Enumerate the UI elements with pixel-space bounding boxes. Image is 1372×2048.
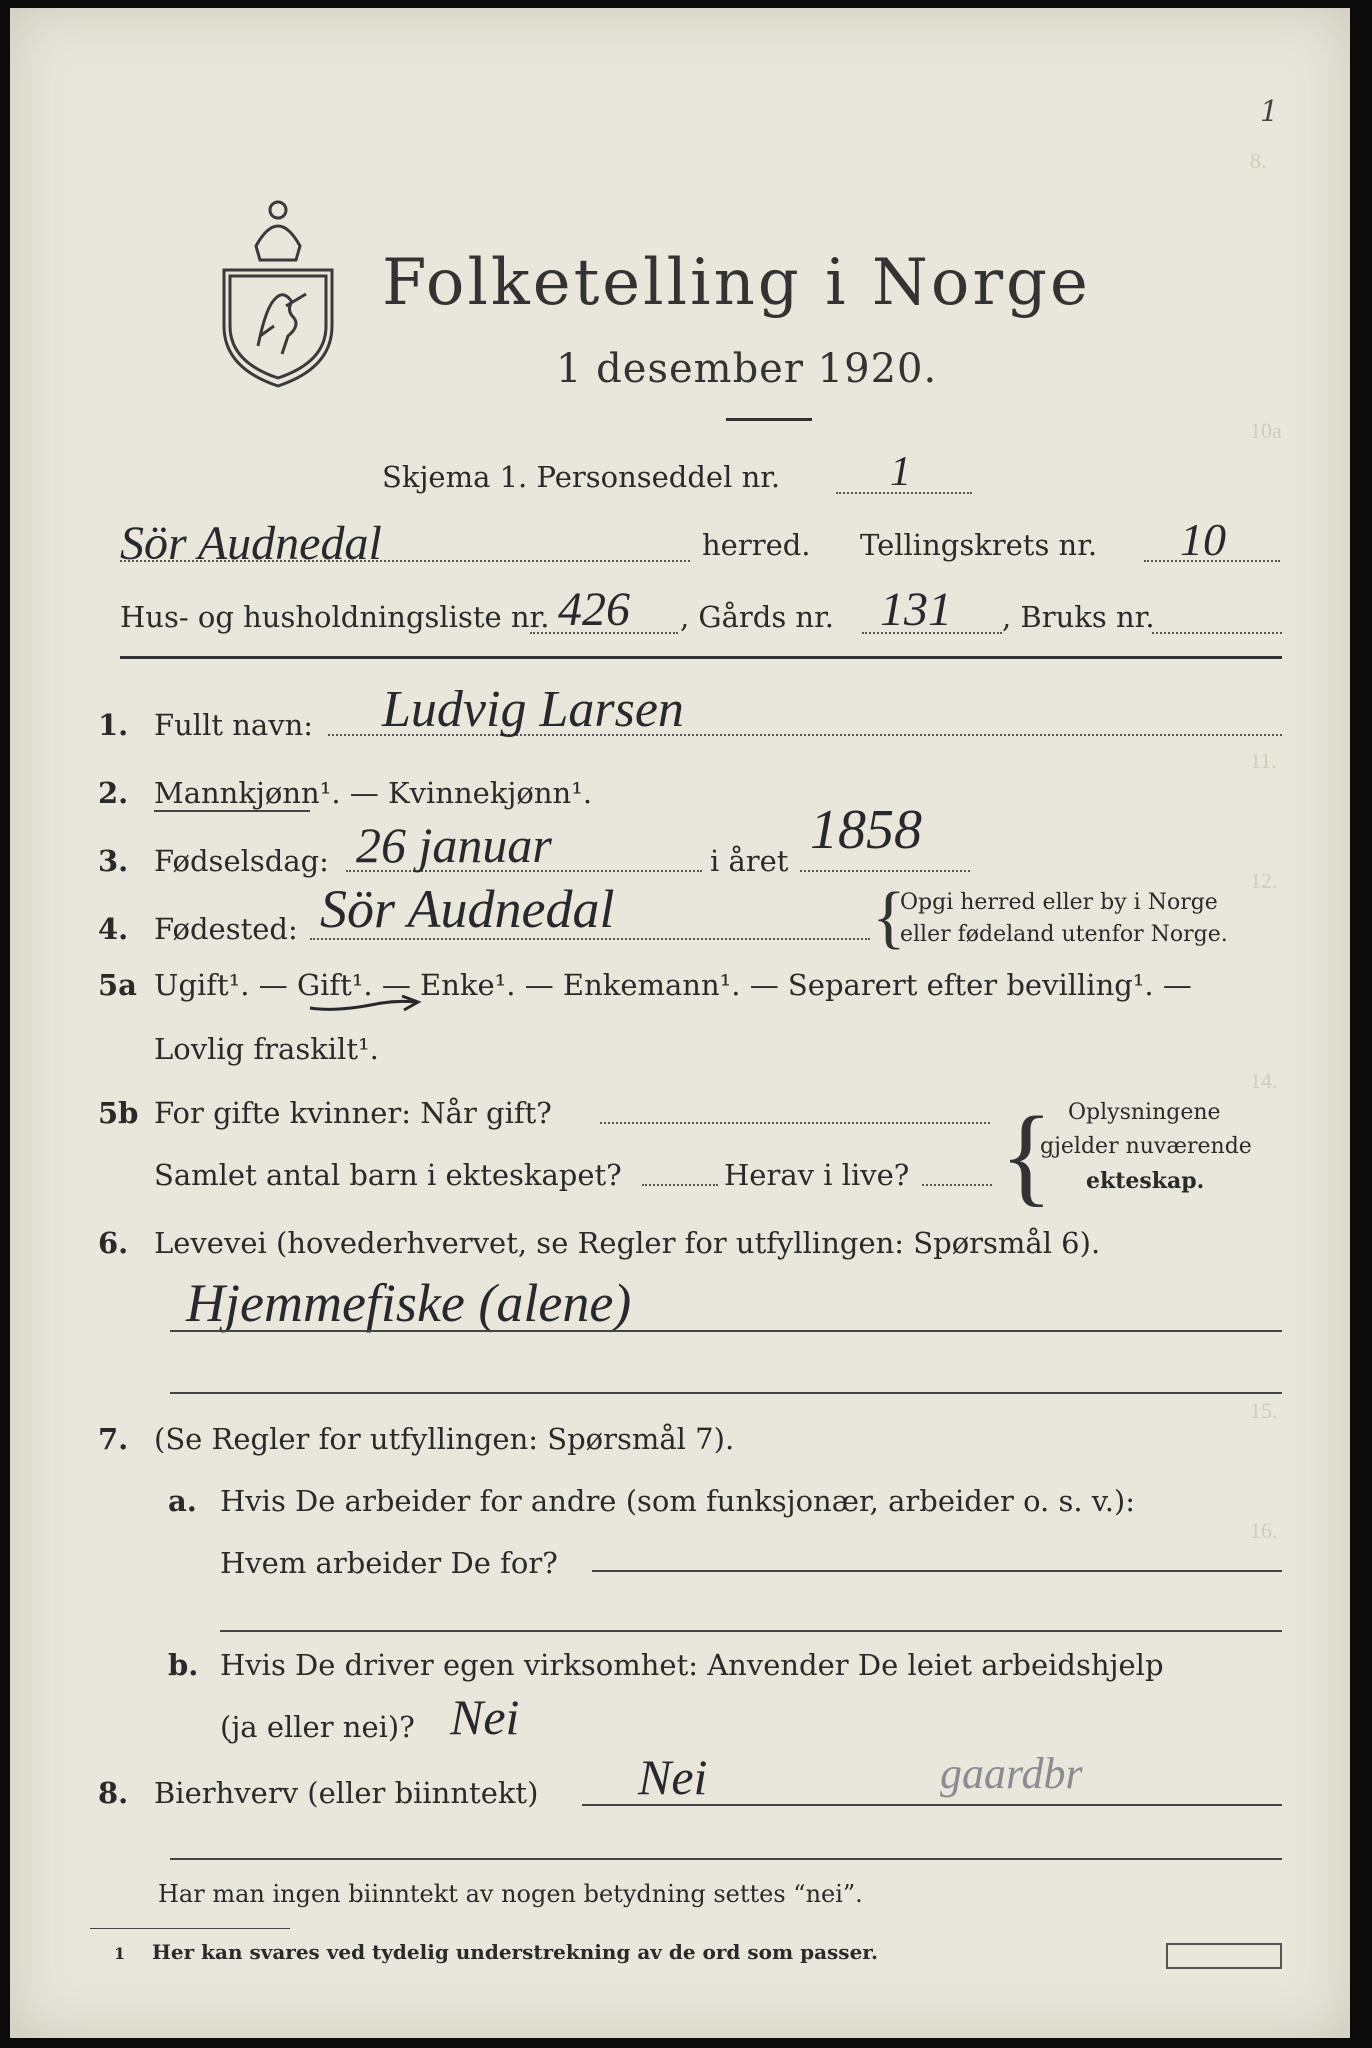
gift-underline-stroke [306,994,426,1018]
bruks-nr-field[interactable] [1152,632,1282,634]
footnote-text: Her kan svares ved tydelig understrekning av de ord som passer. [152,1940,878,1964]
q6-label: Levevei (hovederhvervet, se Regler for utfyllingen: Spørsmål 6). [154,1226,1101,1260]
q7-number: 7. [98,1422,129,1456]
q7b-line2: (ja eller nei)? [220,1710,415,1744]
norway-coat-of-arms-icon [216,186,340,392]
marital-status-line2[interactable]: Lovlig fraskilt¹. [154,1032,379,1066]
birth-year-value: 1858 [810,799,922,861]
q1-label: Fullt navn: [154,708,314,742]
schema-label: Skjema 1. Personseddel nr. [382,460,781,494]
q6-number: 6. [98,1226,129,1260]
birth-year-field[interactable] [800,870,970,872]
q7-label: (Se Regler for utfyllingen: Spørsmål 7). [154,1422,735,1456]
occupation-field-2[interactable] [170,1392,1282,1394]
tellingskrets-value: 10 [1180,514,1226,565]
side-income-pencil: gaardbr [940,1749,1083,1798]
occupation-field[interactable] [170,1330,1282,1332]
employer-field[interactable] [592,1570,1282,1572]
side-income-value: Nei [638,1749,708,1805]
gards-label: , Gårds nr. [680,600,834,634]
herred-field[interactable] [120,560,690,562]
marital-status-options[interactable]: Ugift¹. — Gift¹. — Enke¹. — Enkemann¹. — Separert efter bevilling¹. — [154,968,1192,1002]
title-divider [726,418,812,421]
q5b-brace: { [1000,1094,1053,1216]
q2-number: 2. [98,776,129,810]
q5b-children-label: Samlet antal barn i ekteskapet? [154,1158,622,1192]
full-name-value: Ludvig Larsen [382,681,684,738]
q3-label: Fødselsdag: [154,844,329,878]
hired-help-value: Nei [450,1689,520,1745]
herred-value: Sör Audnedal [120,517,382,570]
employer-field-2[interactable] [220,1630,1282,1632]
form-title: Folketelling i Norge [382,246,1091,320]
section-divider [120,656,1282,659]
q5b-note1: Oplysningene [1068,1100,1221,1125]
married-when-field[interactable] [600,1122,990,1124]
footnote-number: 1 [114,1944,126,1963]
q1-number: 1. [98,708,129,742]
gards-nr-value: 131 [880,583,952,636]
q5b-number: 5b [98,1096,139,1130]
tellingskrets-label: Tellingskrets nr. [860,528,1098,562]
q5b-note3: ekteskap. [1086,1168,1205,1194]
q4-number: 4. [98,912,129,946]
q5b-note2: gjelder nuværende [1040,1134,1252,1159]
birthplace-note-line2: eller fødeland utenfor Norge. [900,922,1228,947]
herred-label: herred. [702,528,811,562]
q5b-alive-label: Herav i live? [724,1158,910,1192]
liste-nr-value: 426 [558,583,630,636]
q3-number: 3. [98,844,129,878]
q4-label: Fødested: [154,912,298,946]
personseddel-value: 1 [890,449,911,495]
birthplace-value: Sör Audnedal [320,879,615,939]
year-label: i året [710,844,789,878]
q8-number: 8. [98,1776,129,1810]
q7a-letter: a. [168,1484,197,1518]
census-form: 8. 10a 11. 12. 14. 15. 16. 1 Folketelling i Norge 1 desember 1920. Skjema 1. Personseddel nr. 1 Sör Audnedal herred. Tellingskrets nr. 10 Hus- og husholdningsliste nr. 426 , Gårds nr. 131 , Bruks nr. 1. Fullt navn: Ludvig Larsen 2. Mannkjønn¹. — Kvinnekjønn¹. 3. Fødselsdag: 26 januar i året 1858 4. Fødested: Sör Audnedal { Opgi herred eller by i Norge eller fødeland utenfor Norge. 5a Ugift¹. — Gift¹. — Enke¹. — Enkemann¹. — Separert efter bevilling¹. — Lovlig fraskilt¹. 5b For gifte kvinner: Når gift? Samlet antal barn i ekteskapet? Herav i live? { Oplysningene gjelder nuværende ekteskap. 6. Levevei (hovederhvervet, se Regler for utfyllingen: Spørsmål 6). Hjemmefiske (alene) 7. (Se Regler for utfyllingen: Spørsmål 7). a. Hvis De arbeider for andre (som funksjonær, arbeider o. s. v.): Hvem arbeider De for? b. Hvis De driver egen virksomhet: Anvender De leiet arbeidshjelp (ja eller nei)? Nei 8. Bierhverv (eller biinntekt) Nei gaardbr Har man ingen biinntekt av nogen betydning settes “nei”. 1 Her kan svares ved tydelig understrekning av de ord som passer. [10,8,1350,2038]
mannkjonn-underline [154,810,310,812]
birthplace-brace: { [872,879,906,956]
birthday-value: 26 januar [356,817,552,873]
children-total-field[interactable] [642,1184,718,1186]
q7b-line1: Hvis De driver egen virksomhet: Anvender De leiet arbeidshjelp [220,1648,1164,1682]
q5b-line1: For gifte kvinner: Når gift? [154,1096,552,1130]
birthplace-note-line1: Opgi herred eller by i Norge [900,890,1218,915]
footnote-divider [90,1928,290,1929]
gender-options[interactable]: Mannkjønn¹. — Kvinnekjønn¹. [154,776,593,810]
children-alive-field[interactable] [922,1184,992,1186]
form-subtitle: 1 desember 1920. [556,346,938,392]
bruks-label: , Bruks nr. [1002,600,1155,634]
q7b-letter: b. [168,1648,199,1682]
q8-label: Bierhverv (eller biinntekt) [154,1776,539,1810]
q7a-line1: Hvis De arbeider for andre (som funksjonær, arbeider o. s. v.): [220,1484,1136,1518]
footer-note: Har man ingen biinntekt av nogen betydning settes “nei”. [158,1880,863,1908]
occupation-value: Hjemmefiske (alene) [186,1273,632,1333]
q5a-number: 5a [98,968,137,1002]
q7a-line2: Hvem arbeider De for? [220,1546,558,1580]
hus-label: Hus- og husholdningsliste nr. [120,600,550,634]
corner-mark: 1 [1260,94,1279,128]
side-income-field-2[interactable] [170,1858,1282,1860]
printer-stamp [1166,1943,1282,1969]
